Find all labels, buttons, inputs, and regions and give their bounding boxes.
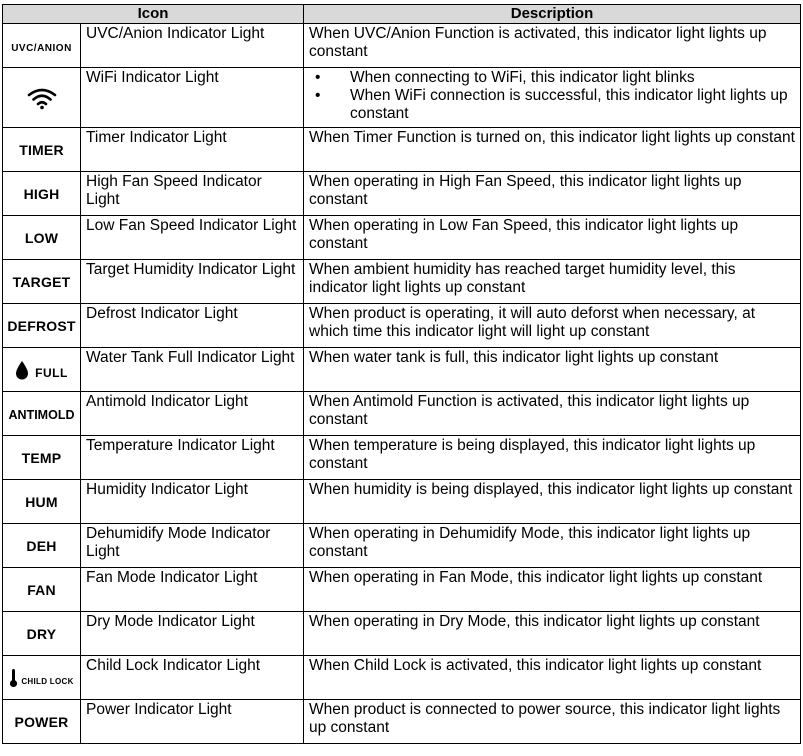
fan-icon	[3, 568, 81, 612]
indicator-name: Low Fan Speed Indicator Light	[81, 216, 304, 260]
indicator-description: When product is connected to power source, this indicator light lights up constant	[304, 700, 801, 744]
timer-icon	[3, 128, 81, 172]
indicator-name: Dehumidify Mode Indicator Light	[81, 524, 304, 568]
list-item: • When WiFi connection is successful, this indicator light lights up constant	[309, 87, 796, 123]
indicator-name: Fan Mode Indicator Light	[81, 568, 304, 612]
icon-label: CHILD LOCK	[21, 676, 74, 686]
table-row	[3, 128, 801, 172]
list-item: • When connecting to WiFi, this indicator light blinks	[309, 69, 796, 87]
icon-label: TEMP	[21, 449, 62, 466]
indicator-name: UVC/Anion Indicator Light	[81, 24, 304, 68]
table-row	[3, 700, 801, 744]
key-icon	[9, 668, 18, 688]
table-row	[3, 392, 801, 436]
indicator-description: When UVC/Anion Function is activated, this indicator light lights up constant	[304, 24, 801, 68]
indicator-description: When Child Lock is activated, this indicator light lights up constant	[304, 656, 801, 700]
indicator-description: When operating in Fan Mode, this indicator light lights up constant	[304, 568, 801, 612]
table-row	[3, 568, 801, 612]
icon-label: FULL	[35, 365, 68, 380]
defrost-icon	[3, 304, 81, 348]
indicator-name: Water Tank Full Indicator Light	[81, 348, 304, 392]
icon-label: TARGET	[12, 273, 71, 290]
indicator-description: When humidity is being displayed, this indicator light lights up constant	[304, 480, 801, 524]
indicator-description: When operating in High Fan Speed, this indicator light lights up constant	[304, 172, 801, 216]
icon-label: DEFROST	[7, 317, 76, 334]
icon-label: UVC/ANION	[11, 42, 72, 54]
hum-icon	[3, 480, 81, 524]
table-row	[3, 348, 801, 392]
indicator-name: Antimold Indicator Light	[81, 392, 304, 436]
icon-label: TIMER	[19, 141, 64, 158]
icon-label: HIGH	[23, 185, 60, 202]
header-row	[3, 5, 801, 24]
table-row	[3, 260, 801, 304]
indicator-description: When ambient humidity has reached target humidity level, this indicator light lights up constant	[304, 260, 801, 304]
table-row	[3, 480, 801, 524]
table-row	[3, 68, 801, 128]
uvc-anion-icon	[3, 24, 81, 68]
icon-label: LOW	[24, 229, 59, 246]
table-row	[3, 656, 801, 700]
indicator-name: Child Lock Indicator Light	[81, 656, 304, 700]
power-icon	[3, 700, 81, 744]
indicator-description: When operating in Dry Mode, this indicator light lights up constant	[304, 612, 801, 656]
indicator-name: Humidity Indicator Light	[81, 480, 304, 524]
indicator-description: When temperature is being displayed, this indicator light lights up constant	[304, 436, 801, 480]
table-row	[3, 216, 801, 260]
high-icon	[3, 172, 81, 216]
dry-icon	[3, 612, 81, 656]
icon-label: FAN	[27, 581, 56, 598]
header-icon: Icon	[3, 5, 304, 24]
icon-label: DEH	[26, 537, 57, 554]
indicator-name: Temperature Indicator Light	[81, 436, 304, 480]
antimold-icon	[3, 392, 81, 436]
icon-label: DRY	[26, 625, 57, 642]
indicator-description: When Antimold Function is activated, this indicator light lights up constant	[304, 392, 801, 436]
water-tank-full-icon	[3, 348, 81, 392]
wifi-icon-graphic	[27, 86, 57, 110]
table-row	[3, 524, 801, 568]
indicator-name: Power Indicator Light	[81, 700, 304, 744]
indicator-name: Timer Indicator Light	[81, 128, 304, 172]
table-row	[3, 24, 801, 68]
indicator-description: When operating in Low Fan Speed, this indicator light lights up constant	[304, 216, 801, 260]
target-icon	[3, 260, 81, 304]
low-icon	[3, 216, 81, 260]
table-row	[3, 612, 801, 656]
indicator-description	[304, 68, 801, 128]
water-drop-icon	[15, 360, 29, 380]
indicator-name: High Fan Speed Indicator Light	[81, 172, 304, 216]
table-row	[3, 304, 801, 348]
indicator-name: Target Humidity Indicator Light	[81, 260, 304, 304]
wifi-icon	[3, 68, 81, 128]
header-description: Description	[304, 5, 801, 24]
table-row	[3, 172, 801, 216]
table-row	[3, 436, 801, 480]
indicator-light-table	[2, 4, 801, 744]
indicator-description: When water tank is full, this indicator light lights up constant	[304, 348, 801, 392]
bullet-list	[309, 69, 796, 123]
temp-icon	[3, 436, 81, 480]
indicator-name: WiFi Indicator Light	[81, 68, 304, 128]
child-lock-icon	[3, 656, 81, 700]
indicator-description: When Timer Function is turned on, this indicator light lights up constant	[304, 128, 801, 172]
indicator-name: Dry Mode Indicator Light	[81, 612, 304, 656]
indicator-name: Defrost Indicator Light	[81, 304, 304, 348]
icon-label: HUM	[25, 493, 58, 510]
indicator-description: When product is operating, it will auto deforst when necessary, at which time this indicator light will light up constant	[304, 304, 801, 348]
indicator-description: When operating in Dehumidify Mode, this indicator light lights up constant	[304, 524, 801, 568]
icon-label: ANTIMOLD	[8, 407, 75, 422]
icon-label: POWER	[14, 713, 69, 730]
deh-icon	[3, 524, 81, 568]
